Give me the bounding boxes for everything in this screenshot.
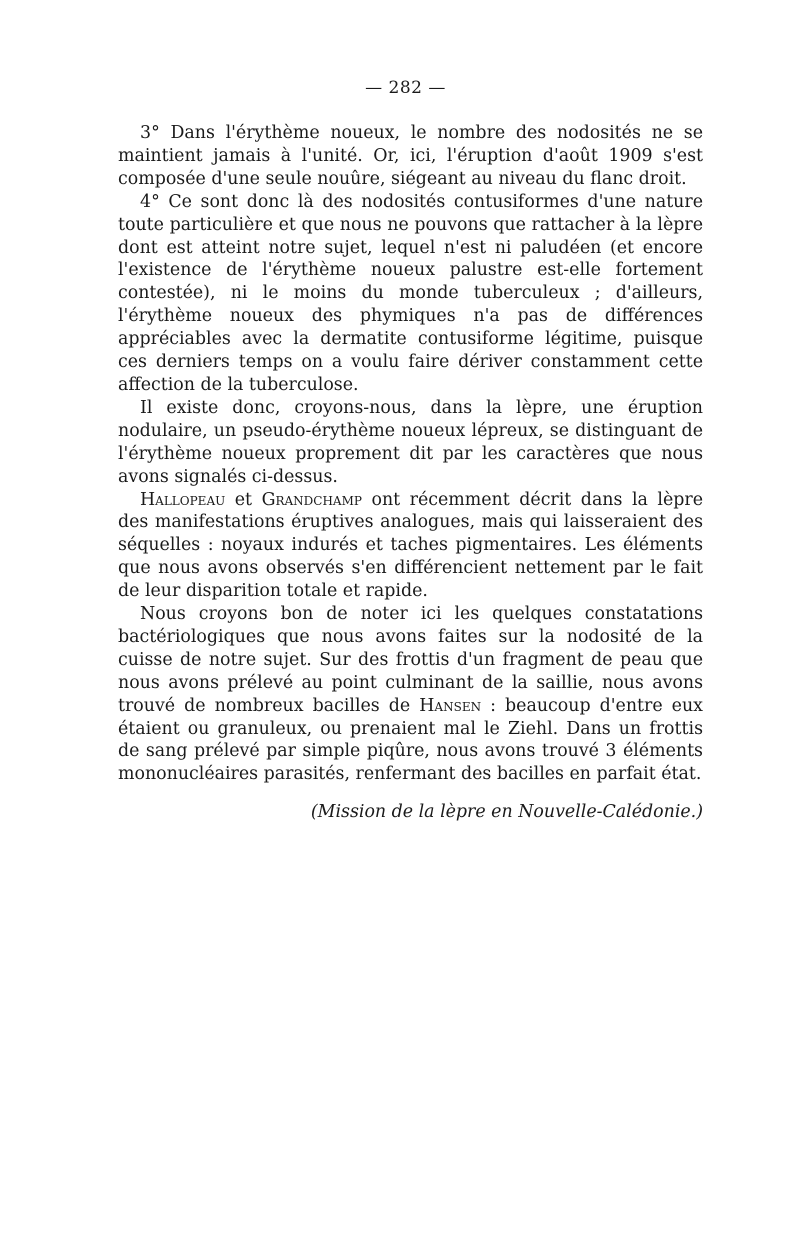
page-number: — 282 — [365,78,446,98]
text-fragment: et [225,489,262,510]
author-name-hallopeau: Hallopeau [140,489,226,510]
author-name-grandchamp: Grandchamp [261,489,362,510]
paragraph-4: 4° Ce sont donc là des nodosités contusiformes d'une nature toute particulière et que nous ne pouvons que rattacher à la lèpre dont est atteint notre sujet, lequel n'est ni paludéen (et encore l'existence de l'érythème noueux palustre est-elle fortement contestée), ni le moins du monde tuberculeux ; d'ailleurs, l'érythème noueux des phymiques n'a pas de différences appréciables avec la dermatite contusiforme légitime, puisque ces derniers temps on a voulu faire dériver constamment cette affection de la tuberculose. [118,191,703,395]
signature: (Mission de la lèpre en Nouvelle-Calédonie.) [310,802,703,823]
text-fragment: : beaucoup d'entre eux étaient ou granuleux, ou prenaient mal le Ziehl. Dans un frottis de sang prélevé par simple piqûre, nous avons trouvé 3 éléments mononucléaires parasités, renfermant des bacilles en parfait état. [118,695,703,785]
paragraph-hallopeau [118,489,703,604]
author-name-hansen: Hansen [419,695,482,716]
text-fragment: Nous croyons bon de noter ici les quelques constatations bactériologiques que nous avons faites sur la nodosité de la cuisse de notre sujet. Sur des frottis d'un fragment de peau que nous avons prélevé au point culminant de la saillie, nous avons trouvé de nombreux bacilles de [118,604,703,716]
text-fragment: ont récemment décrit dans la lèpre des manifestations éruptives analogues, mais qui laisseraient des séquelles : noyaux indurés et taches pigmentaires. Les éléments que nous avons observés s'en différencient nettement par le fait de leur disparition totale et rapide. [118,489,703,602]
paragraph-eruption: Il existe donc, croyons-nous, dans la lèpre, une éruption nodulaire, un pseudo-érythème noueux lépreux, se distinguant de l'érythème noueux proprement dit par les caractères que nous avons signalés ci-dessus. [118,397,703,487]
page [118,78,703,822]
paragraph-bacteriology [118,603,703,786]
paragraph-3: 3° Dans l'érythème noueux, le nombre des nodosités ne se maintient jamais à l'unité. Or, ici, l'éruption d'août 1909 s'est composée d'une seule nouûre, siégeant au niveau du flanc droit. [118,123,703,189]
